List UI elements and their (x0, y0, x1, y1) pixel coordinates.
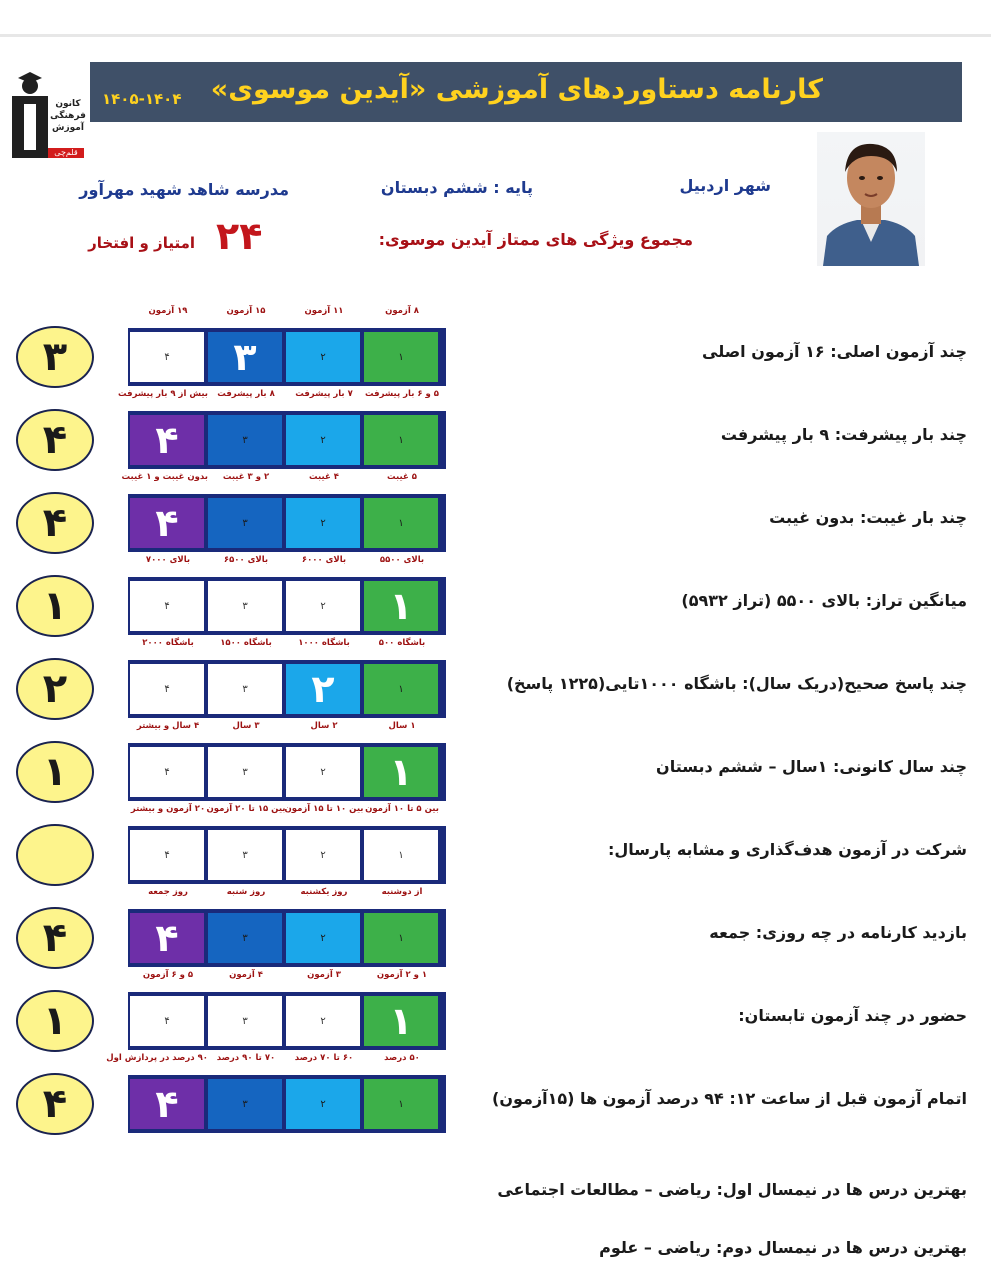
row-question: اتمام آزمون قبل از ساعت ۱۲: ۹۴ درصد آزمون ها (۱۵آزمون) (492, 1089, 967, 1108)
row-score-circle: ۱ (16, 741, 94, 803)
level-label: ۱ و ۲ آزمون (376, 970, 428, 980)
level-cell-4: ۴ (130, 664, 204, 714)
level-label: باشگاه ۲۰۰۰ (142, 638, 194, 648)
level-cell-4: ۴ (130, 581, 204, 631)
level-label: ۱۵ آزمون (226, 306, 266, 316)
level-cell-4: ۴ (130, 830, 204, 880)
best-courses-first-term: بهترین درس ها در نیمسال اول: ریاضی – مطالعات اجتماعی (497, 1180, 967, 1199)
row-score-circle: ۴ (16, 1073, 94, 1135)
row-score-circle: ۱ (16, 575, 94, 637)
level-label: ۴ سال و بیشتر (136, 721, 200, 731)
level-cell-3: ۳ (208, 332, 282, 382)
logo-line: قلم‌چی (54, 148, 78, 157)
level-label: بین ۱۵ تا ۲۰ آزمون (206, 804, 286, 814)
level-label: ۹۰ درصد در پردازش اول (106, 1053, 208, 1063)
level-cells (128, 494, 446, 552)
level-cells (128, 992, 446, 1050)
level-label: ۲ سال (310, 721, 338, 731)
student-photo (817, 132, 925, 266)
level-cell-1: ۱ (364, 415, 438, 465)
level-cell-4: ۴ (130, 913, 204, 963)
kanoon-logo (10, 70, 86, 162)
level-cell-3: ۳ (208, 747, 282, 797)
level-label: بالای ۶۵۰۰ (223, 555, 269, 565)
city-text: شهر اردبیل (679, 176, 771, 195)
logo-line: آموزش (52, 123, 84, 133)
level-label: بدون غیبت و ۱ غیبت (121, 472, 208, 482)
logo-line: فرهنگی (50, 111, 86, 121)
level-label: ۶۰ تا ۷۰ درصد (294, 1053, 354, 1063)
level-label: باشگاه ۱۰۰۰ (298, 638, 350, 648)
row-question: چند آزمون اصلی: ۱۶ آزمون اصلی (702, 342, 967, 361)
level-cell-3: ۳ (208, 415, 282, 465)
report-years: ۱۴۰۵-۱۴۰۴ (102, 90, 182, 108)
level-label: ۸ آزمون (385, 306, 419, 316)
level-cells (128, 660, 446, 718)
level-cells (128, 1075, 446, 1133)
score-label: امتیاز و افتخار (88, 234, 195, 252)
row-question: چند بار پیشرفت: ۹ بار پیشرفت (720, 425, 967, 444)
level-cell-2: ۲ (286, 747, 360, 797)
level-cells (128, 328, 446, 386)
row-score-circle: ۱ (16, 990, 94, 1052)
level-cell-4: ۴ (130, 1079, 204, 1129)
level-cell-3: ۳ (208, 581, 282, 631)
grade-text: پایه : ششم دبستان (380, 178, 533, 197)
row-score-circle: ۲ (16, 658, 94, 720)
level-cells (128, 826, 446, 884)
level-label: ۵ و ۶ بار پیشرفت (365, 389, 439, 399)
level-cell-2: ۲ (286, 913, 360, 963)
report-title: کارنامه دستاوردهای آموزشی «آیدین موسوی» (210, 74, 823, 105)
level-label: ۴ آزمون (229, 970, 263, 980)
level-cell-4: ۴ (130, 996, 204, 1046)
level-label: ۷ بار پیشرفت (295, 389, 353, 399)
level-cell-3: ۳ (208, 913, 282, 963)
level-cell-2: ۲ (286, 664, 360, 714)
level-cell-3: ۳ (208, 830, 282, 880)
row-question: چند سال کانونی: ۱سال – ششم دبستان (656, 757, 967, 776)
logo-line: کانون (55, 99, 81, 109)
level-label: بالای ۵۵۰۰ (379, 555, 425, 565)
level-cell-1: ۱ (364, 830, 438, 880)
level-cell-1: ۱ (364, 664, 438, 714)
row-score-circle: ۴ (16, 492, 94, 554)
row-score-circle: ۴ (16, 907, 94, 969)
level-cell-3: ۳ (208, 996, 282, 1046)
level-label: ۷۰ تا ۹۰ درصد (216, 1053, 276, 1063)
row-question: شرکت در آزمون هدف‌گذاری و مشابه پارسال: (608, 840, 967, 859)
row-score-circle (16, 824, 94, 886)
level-cell-1: ۱ (364, 498, 438, 548)
level-label: ۱۹ آزمون (148, 306, 188, 316)
level-cell-1: ۱ (364, 913, 438, 963)
level-label: روز جمعه (148, 887, 188, 897)
row-question: میانگین تراز: بالای ۵۵۰۰ (تراز ۵۹۳۲) (681, 591, 967, 610)
level-label: بیش از ۹ بار پیشرفت (118, 389, 208, 399)
level-cell-4: ۴ (130, 498, 204, 548)
row-score-circle: ۳ (16, 326, 94, 388)
level-cell-2: ۲ (286, 332, 360, 382)
best-courses-second-term: بهترین درس ها در نیمسال دوم: ریاضی – علوم (599, 1238, 967, 1257)
level-cell-1: ۱ (364, 996, 438, 1046)
features-label: مجموع ویژگی های ممتاز آیدین موسوی: (378, 230, 693, 249)
level-label: بالای ۷۰۰۰ (145, 555, 191, 565)
level-label: ۳ سال (232, 721, 260, 731)
level-label: ۱۱ آزمون (304, 306, 344, 316)
level-label: ۵۰ درصد (384, 1053, 420, 1063)
row-score-circle: ۴ (16, 409, 94, 471)
level-label: بین ۵ تا ۱۰ آزمون (365, 804, 439, 814)
level-label: ۱ سال (388, 721, 416, 731)
level-cell-2: ۲ (286, 498, 360, 548)
level-cell-2: ۲ (286, 581, 360, 631)
level-cell-2: ۲ (286, 830, 360, 880)
level-label: ۳ آزمون (307, 970, 341, 980)
level-label: ۲ و ۳ غیبت (222, 472, 270, 482)
level-cell-2: ۲ (286, 415, 360, 465)
level-cell-4: ۴ (130, 747, 204, 797)
level-cell-4: ۴ (130, 332, 204, 382)
level-cells (128, 577, 446, 635)
level-cell-3: ۳ (208, 1079, 282, 1129)
level-label: ۵ غیبت (387, 472, 417, 482)
level-label: ۴ غیبت (309, 472, 339, 482)
level-cells (128, 743, 446, 801)
level-cell-3: ۳ (208, 498, 282, 548)
level-cells (128, 909, 446, 967)
level-cell-3: ۳ (208, 664, 282, 714)
level-label: بالای ۶۰۰۰ (301, 555, 347, 565)
level-cell-1: ۱ (364, 581, 438, 631)
total-score: ۲۴ (216, 214, 263, 258)
level-label: روز شنبه (226, 887, 266, 897)
level-label: بین ۱۰ تا ۱۵ آزمون (284, 804, 364, 814)
level-label: ۸ بار پیشرفت (217, 389, 275, 399)
row-question: حضور در چند آزمون تابستان: (738, 1006, 967, 1025)
level-cell-2: ۲ (286, 996, 360, 1046)
level-label: ۲۰ آزمون و بیشتر (130, 804, 206, 814)
level-label: روز یکشنبه (300, 887, 348, 897)
level-cell-4: ۴ (130, 415, 204, 465)
row-question: چند پاسخ صحیح(دریک سال): باشگاه ۱۰۰۰تایی(۱۲۲۵ پاسخ) (506, 674, 967, 693)
top-divider (0, 34, 991, 37)
row-question: بازدید کارنامه در چه روزی: جمعه (709, 923, 967, 942)
level-cell-1: ۱ (364, 747, 438, 797)
level-label: ۵ و ۶ آزمون (142, 970, 194, 980)
level-label: باشگاه ۵۰۰ (378, 638, 426, 648)
row-question: چند بار غیبت: بدون غیبت (769, 508, 967, 527)
level-cell-1: ۱ (364, 332, 438, 382)
level-label: باشگاه ۱۵۰۰ (220, 638, 272, 648)
level-cell-2: ۲ (286, 1079, 360, 1129)
level-cell-1: ۱ (364, 1079, 438, 1129)
level-label: از دوشنبه (381, 887, 423, 897)
school-text: مدرسه شاهد شهید مهرآور (79, 180, 289, 199)
level-cells (128, 411, 446, 469)
